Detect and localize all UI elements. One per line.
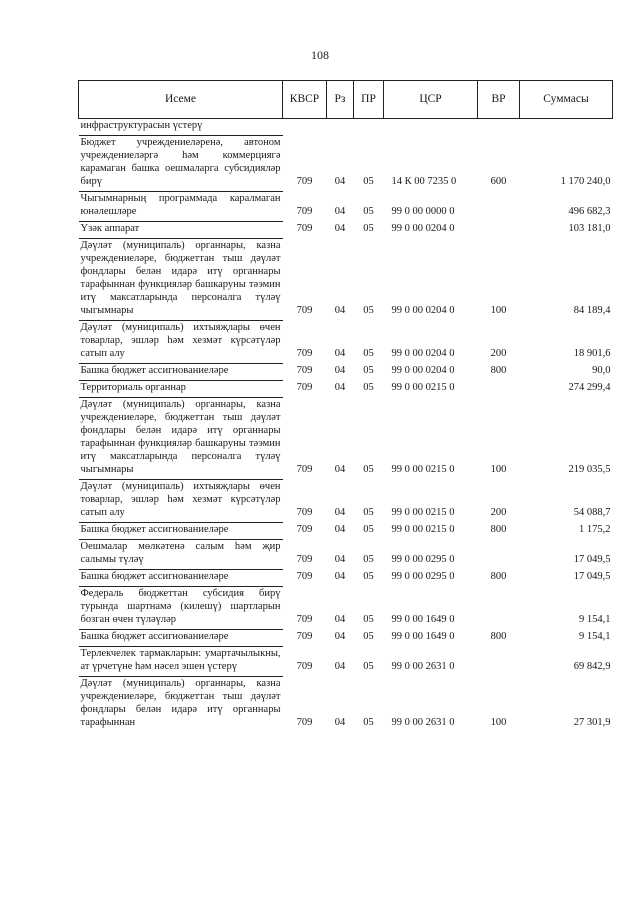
cell-amount: 18 901,6	[573, 348, 611, 359]
cell-vr	[478, 540, 520, 567]
cell-vr	[478, 647, 520, 674]
cell-kvsr: 709	[296, 223, 313, 234]
cell-rz: 04	[334, 571, 346, 582]
cell-pr: 05	[363, 348, 374, 359]
cell-csr: 99 0 00 0295 0	[391, 554, 455, 565]
table-row	[79, 192, 613, 219]
cell-vr: 100	[490, 305, 507, 316]
cell-rz: 04	[334, 507, 346, 518]
cell-name: Үзәк аппарат	[79, 222, 283, 236]
cell-rz: 04	[334, 717, 346, 728]
cell-rz: 04	[334, 176, 346, 187]
table-row	[79, 398, 613, 477]
header-row	[79, 81, 613, 119]
cell-name: Дәүләт (муниципаль) ихтыяҗлары өчен товарлар, эшләр һәм хезмәт күрсәтүләр сатып алу	[80, 481, 281, 518]
cell-amount: 103 181,0	[568, 223, 611, 234]
table-row	[79, 630, 613, 644]
header-name: Исеме	[79, 81, 283, 119]
cell-vr: 200	[490, 507, 507, 518]
cell-csr: 99 0 00 0000 0	[391, 206, 455, 217]
cell-pr: 05	[363, 176, 374, 187]
cell-csr: 99 0 00 0204 0	[391, 348, 455, 359]
cell-rz: 04	[334, 305, 346, 316]
cell-pr: 05	[363, 631, 374, 642]
cell-pr: 05	[363, 554, 374, 565]
cell-rz: 04	[334, 365, 346, 376]
cell-kvsr: 709	[296, 365, 313, 376]
cell-name: Бюджет учреждениеләренә, автоном учреждениеләргә һәм коммерциягә карамаган башка оешмаларга субсидияләр бирү	[80, 137, 281, 187]
cell-amount: 90,0	[592, 365, 611, 376]
cell-csr: 99 0 00 0204 0	[391, 365, 455, 376]
table-row	[79, 239, 613, 318]
cell-name: Дәүләт (муниципаль) ихтыяҗлары өчен товарлар, эшләр һәм хезмәт күрсәтүләр сатып алу	[80, 322, 281, 359]
cell-kvsr: 709	[296, 554, 313, 565]
cell-amount: 219 035,5	[568, 464, 611, 475]
cell-name: Башка бюджет ассигнованиеләре	[79, 630, 283, 644]
cell-name: Федераль бюджеттан субсидия бирү турында шартнамә (килешү) шартларын бозган өчен түләүләр	[80, 588, 281, 625]
cell-amount: 496 682,3	[568, 206, 611, 217]
header-kvsr: КВСР	[283, 81, 327, 119]
cell-csr: 99 0 00 0215 0	[391, 464, 455, 475]
cell-kvsr: 709	[296, 661, 313, 672]
cell-name: Дәүләт (муниципаль) органнары, казна учреждениеләре, бюджеттан тыш дәүләт фондлары белән идарә итү органнары тарафыннан функцияләр башкаруны тәэмин итү максатларында персоналга түләү чыгымнары	[80, 399, 281, 475]
cell-pr: 05	[363, 206, 374, 217]
cell-pr: 05	[363, 571, 374, 582]
cell-vr	[478, 381, 520, 395]
cell-vr: 200	[490, 348, 507, 359]
cell-vr: 800	[490, 631, 507, 642]
cell-csr: 99 0 00 0204 0	[391, 305, 455, 316]
cell-csr: 99 0 00 0295 0	[391, 571, 455, 582]
header-amount: Суммасы	[520, 81, 613, 119]
header-vr: ВР	[478, 81, 520, 119]
cell-kvsr: 709	[296, 631, 313, 642]
table-row	[79, 570, 613, 584]
cell-kvsr: 709	[296, 464, 313, 475]
cell-pr: 05	[363, 717, 374, 728]
cell-csr: 99 0 00 0215 0	[391, 382, 455, 393]
cell-name: Башка бюджет ассигнованиеләре	[79, 364, 283, 378]
cell-pr: 05	[363, 661, 374, 672]
cell-kvsr: 709	[296, 348, 313, 359]
cell-pr: 05	[363, 223, 374, 234]
cell-amount: 84 189,4	[573, 305, 611, 316]
cell-pr: 05	[363, 365, 374, 376]
cell-rz: 04	[334, 614, 346, 625]
cell-pr: 05	[363, 614, 374, 625]
cell-vr: 800	[490, 524, 507, 535]
cell-kvsr: 709	[296, 571, 313, 582]
cell-rz: 04	[334, 661, 346, 672]
cell-amount: 9 154,1	[579, 631, 611, 642]
cell-amount: 17 049,5	[573, 554, 611, 565]
cell-rz: 04	[334, 554, 346, 565]
cell-amount: 69 842,9	[573, 661, 611, 672]
table-row	[79, 136, 613, 189]
cell-vr: 600	[490, 176, 507, 187]
cell-kvsr: 709	[296, 507, 313, 518]
table-row	[79, 381, 613, 395]
cell-vr	[478, 587, 520, 627]
cell-kvsr: 709	[296, 524, 313, 535]
cell-kvsr: 709	[296, 717, 313, 728]
cell-csr: 99 0 00 1649 0	[391, 631, 455, 642]
cell-name: Дәүләт (муниципаль) органнары, казна учреждениеләре, бюджеттан тыш дәүләт фондлары белән идарә итү органнары тарафыннан	[80, 678, 281, 728]
cell-rz: 04	[334, 206, 346, 217]
cell-kvsr: 709	[296, 176, 313, 187]
cell-vr: 800	[490, 365, 507, 376]
header-csr: ЦСР	[384, 81, 478, 119]
cell-rz: 04	[334, 382, 346, 393]
cell-rz: 04	[334, 524, 346, 535]
budget-table	[78, 80, 613, 732]
cell-csr: 99 0 00 1649 0	[391, 614, 455, 625]
cell-pr: 05	[363, 464, 374, 475]
table-row	[79, 523, 613, 537]
cell-kvsr: 709	[296, 305, 313, 316]
cell-amount: 1 170 240,0	[560, 176, 611, 187]
cell-amount: 54 088,7	[573, 507, 611, 518]
cell-rz: 04	[334, 631, 346, 642]
cell-csr: 99 0 00 0215 0	[391, 507, 455, 518]
cell-kvsr: 709	[296, 206, 313, 217]
continuation-text: инфраструктурасын үстерү	[80, 120, 203, 131]
table-row	[79, 540, 613, 567]
cell-csr: 99 0 00 2631 0	[391, 717, 455, 728]
cell-vr: 100	[490, 717, 507, 728]
continuation-row	[79, 119, 613, 133]
table-row	[79, 480, 613, 520]
cell-name: Оешмалар мөлкәтенә салым һәм җир салымы түләү	[80, 541, 281, 565]
cell-csr: 99 0 00 2631 0	[391, 661, 455, 672]
cell-kvsr: 709	[296, 382, 313, 393]
cell-amount: 1 175,2	[579, 524, 611, 535]
table-row	[79, 364, 613, 378]
cell-name: Башка бюджет ассигнованиеләре	[79, 523, 283, 537]
table-row	[79, 321, 613, 361]
cell-pr: 05	[363, 382, 374, 393]
header-pr: ПР	[354, 81, 384, 119]
cell-name: Башка бюджет ассигнованиеләре	[79, 570, 283, 584]
cell-name: Терлекчелек тармакларын: умартачылыкны, ат үрчетүне һәм нәсел эшен үстерү	[80, 648, 281, 672]
cell-csr: 14 К 00 7235 0	[391, 176, 457, 187]
cell-rz: 04	[334, 348, 346, 359]
cell-csr: 99 0 00 0204 0	[391, 223, 455, 234]
cell-vr: 800	[490, 571, 507, 582]
cell-amount: 27 301,9	[573, 717, 611, 728]
cell-amount: 274 299,4	[568, 382, 611, 393]
cell-rz: 04	[334, 464, 346, 475]
cell-name: Территориаль органнар	[79, 381, 283, 395]
table-row	[79, 677, 613, 730]
cell-pr: 05	[363, 507, 374, 518]
cell-name: Чыгымнарның программада каралмаган юнәлешләре	[80, 193, 281, 217]
table-row	[79, 647, 613, 674]
table-row	[79, 222, 613, 236]
cell-amount: 17 049,5	[573, 571, 611, 582]
cell-name: Дәүләт (муниципаль) органнары, казна учреждениеләре, бюджеттан тыш дәүләт фондлары белән идарә итү органнары тарафыннан функцияләр башкаруны тәэмин итү максатларында персоналга түләү чыгымнары	[80, 240, 281, 316]
cell-rz: 04	[334, 223, 346, 234]
page-number: 108	[311, 48, 329, 62]
cell-vr	[478, 222, 520, 236]
table-row	[79, 587, 613, 627]
cell-pr: 05	[363, 524, 374, 535]
cell-amount: 9 154,1	[579, 614, 611, 625]
cell-csr: 99 0 00 0215 0	[391, 524, 455, 535]
cell-kvsr: 709	[296, 614, 313, 625]
cell-vr: 100	[490, 464, 507, 475]
cell-pr: 05	[363, 305, 374, 316]
cell-vr	[478, 192, 520, 219]
header-rz: Рз	[327, 81, 354, 119]
